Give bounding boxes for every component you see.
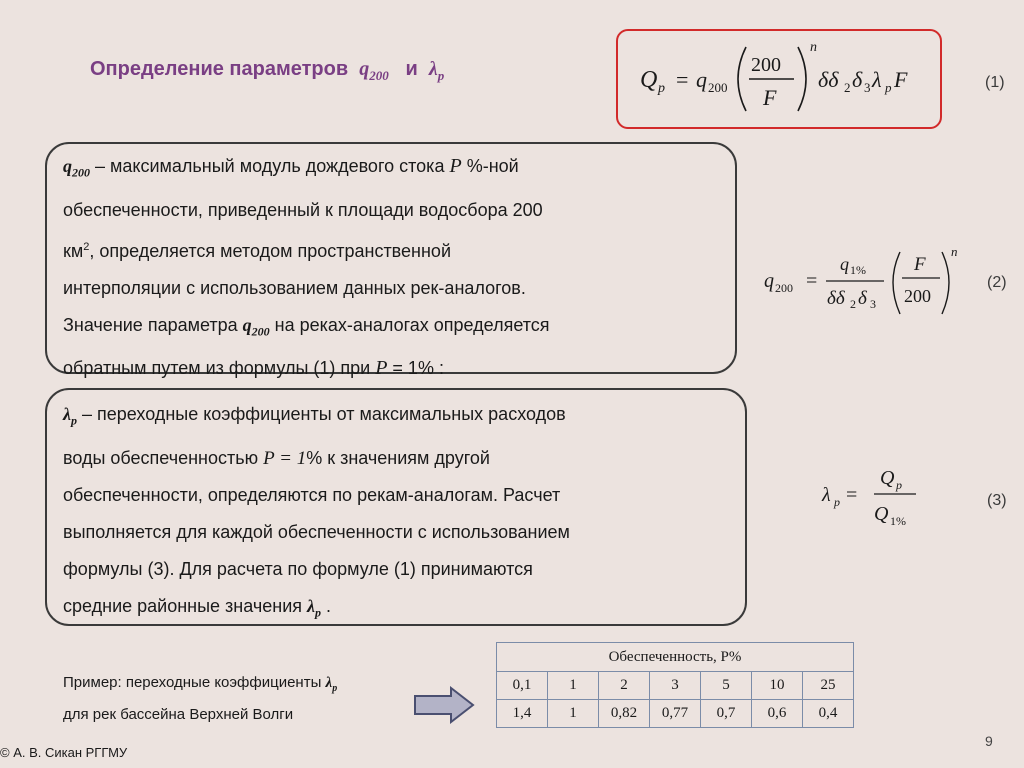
f1-right-paren <box>798 47 806 111</box>
page-title: Определение параметров $q_{200}$ и $\lambda_p$ <box>90 58 445 83</box>
formula-1-box <box>616 29 942 129</box>
lambda-term: $\lambda_p$ <box>63 404 77 428</box>
f1-denominator: F <box>763 85 777 110</box>
table-row: 0,1 1 2 3 5 10 25 <box>497 672 854 700</box>
footer-copyright: © А. В. Сикан РГГМУ <box>0 745 128 760</box>
f2-eq: = <box>806 270 818 292</box>
q200-description-text <box>63 148 550 387</box>
f1-F: F <box>894 67 908 92</box>
f1-delta3-sub: 3 <box>864 80 871 95</box>
f3-lhs: λ <box>822 484 831 506</box>
f1-delta3: δ <box>852 67 863 92</box>
formula-2 <box>760 240 970 320</box>
f1-lambda: λ <box>872 67 882 92</box>
right-arrow-icon <box>413 686 475 724</box>
f2-lhs: q <box>764 270 774 292</box>
box2-line-1: $\lambda_p$ – переходные коэффициенты от максимальных расходов <box>63 404 566 428</box>
table-header: Обеспеченность, P% <box>497 643 854 672</box>
f3-den-sub: 1% <box>890 514 906 528</box>
f1-delta1: δδ <box>818 67 839 92</box>
q200-term: $q_{200}$ <box>63 156 90 180</box>
f2-den-sub2: 2 <box>850 297 856 311</box>
f3-eq: = <box>846 484 858 506</box>
f2-frac-num: F <box>914 254 926 275</box>
lambda-p-symbol: $\lambda_p$ <box>428 58 445 83</box>
f1-delta2-sub: 2 <box>844 80 851 95</box>
f3-num: Q <box>880 467 895 489</box>
f1-left-paren <box>738 47 746 111</box>
table-row: 1,4 1 0,82 0,77 0,7 0,6 0,4 <box>497 700 854 728</box>
box2-line-5: формулы (3). Для расчета по формуле (1) принимаются <box>63 558 533 579</box>
f2-num-sub: 1% <box>850 263 866 277</box>
f2-frac-den: 200 <box>904 286 931 306</box>
f1-lhs: Q <box>640 67 658 93</box>
box1-line-6: обратным путем из формулы (1) при P = 1% : <box>63 357 444 380</box>
f3-num-sub: p <box>896 478 902 492</box>
f2-den-sub3: 3 <box>870 297 876 311</box>
f2-exponent: n <box>951 244 958 259</box>
formula-3 <box>818 458 928 534</box>
f3-lhs-sub: p <box>834 495 840 509</box>
box2-line-4: выполняется для каждой обеспеченности с использованием <box>63 521 570 542</box>
box1-line-4: интерполяции с использованием данных рек-аналогов. <box>63 277 526 298</box>
box1-line-2: обеспеченности, приведенный к площади водосбора 200 <box>63 199 543 220</box>
formula-3-number: (3) <box>987 492 1007 509</box>
box2-line-3: обеспеченности, определяются по рекам-аналогам. Расчет <box>63 484 561 505</box>
f1-lhs-sub: p <box>658 81 665 96</box>
f2-num: q <box>840 254 849 274</box>
lambda-table <box>496 642 854 728</box>
example-caption <box>63 670 337 728</box>
f1-exponent: n <box>810 40 817 55</box>
page-number: 9 <box>985 733 993 749</box>
formula-1-number: (1) <box>985 74 1005 91</box>
f1-eq: = <box>676 67 689 92</box>
f2-den-delta3: δ <box>858 288 867 309</box>
box1-line-3: $км^2$, определяется методом пространственной <box>63 240 452 261</box>
f2-den-delta: δδ <box>827 288 845 309</box>
box2-line-2: воды обеспеченностью P = 1% к значениям другой <box>63 447 490 469</box>
f1-lambda-sub: p <box>885 80 892 95</box>
f2-lhs-sub: 200 <box>775 281 793 295</box>
example-line-1: Пример: переходные коэффициенты $\lambda_p$ <box>63 674 338 694</box>
f2-left-paren <box>893 252 900 314</box>
f3-den: Q <box>874 503 889 525</box>
box2-line-6: средние районные значения $\lambda_p$ . <box>63 595 332 620</box>
f2-right-paren <box>942 252 949 314</box>
box1-line-5: Значение параметра $q_{200}$ на реках-аналогах определяется <box>63 314 550 339</box>
f1-q: q <box>696 67 707 92</box>
formula-1 <box>618 31 940 127</box>
box1-line-1: $q_{200}$ – максимальный модуль дождевого стока P %-ной <box>63 155 519 180</box>
formula-2-number: (2) <box>987 274 1007 291</box>
example-line-2: для рек бассейна Верхней Волги <box>63 706 294 723</box>
f1-numerator: 200 <box>751 54 781 76</box>
f1-q-sub: 200 <box>708 80 728 95</box>
lambda-description-text <box>63 396 570 631</box>
q200-symbol: $q_{200}$ <box>359 58 389 83</box>
